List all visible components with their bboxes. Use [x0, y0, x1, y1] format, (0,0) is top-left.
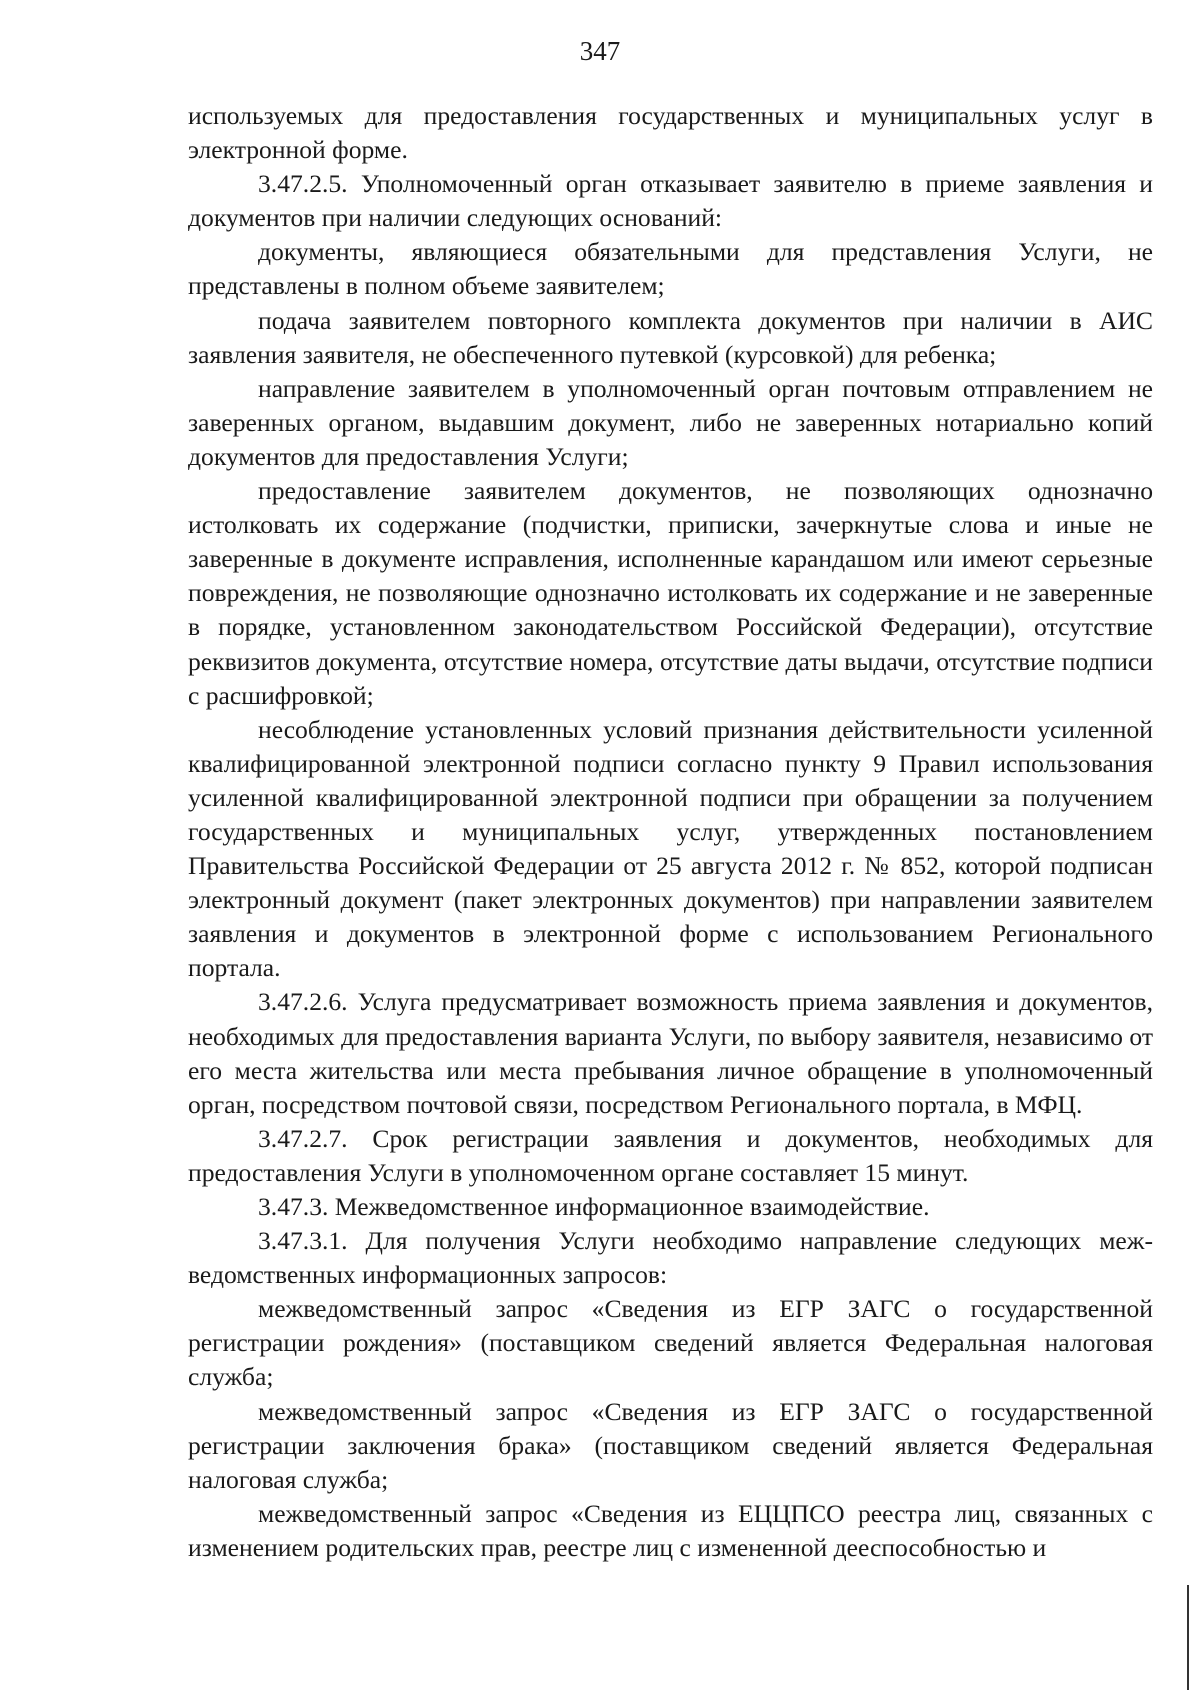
paragraph-3-47-2-5: 3.47.2.5. Уполномоченный орган отказывает заявителю в приеме заявления и документов при наличии следующих оснований:: [188, 169, 1153, 233]
paragraph-list-item: направление заявителем в уполномоченный орган почтовым отправлением не заверенных органом, выдавшим документ, либо не заверенных нотариально копий документов для предоставления Услуги;: [188, 373, 1153, 471]
paragraph-list-item: межведомственный запрос «Сведения из ЕЦЦПСО реестра лиц, связанных с изменением родительских прав, реестре лиц с измененной дееспособностью и: [188, 1498, 1153, 1562]
paragraph-list-item: документы, являющиеся обязательными для представления Услуги, не представлены в полном объеме заявителем;: [188, 237, 1153, 301]
paragraph-3-47-3: 3.47.3. Межведомственное информационное взаимодействие.: [258, 1192, 930, 1221]
paragraph-list-item: межведомственный запрос «Сведения из ЕГР ЗАГС о государственной регистрации рождения» (поставщиком сведений является Федеральная налоговая служба;: [188, 1294, 1153, 1392]
paragraph-list-item: межведомственный запрос «Сведения из ЕГР ЗАГС о государственной регистрации заключения брака» (поставщиком сведений является Федеральная налоговая служба;: [188, 1396, 1153, 1494]
document-body: [188, 99, 1153, 1565]
paragraph-3-47-2-6: 3.47.2.6. Услуга предусматривает возможность приема заявления и документов, необходимых для предоставления варианта Услуги, по выбору заявителя, независимо от его места жительства или места пребывания личное обращение в уполномоченный орган, посредством почтовой связи, посредством Регионального портала, в МФЦ.: [188, 987, 1153, 1119]
paragraph-continuation: используемых для предоставления государственных и муниципальных услуг в электронной форме.: [188, 101, 1153, 165]
paragraph-3-47-3-1: 3.47.3.1. Для получения Услуги необходимо направление следующих межведомственных информационных запросов:: [188, 1226, 1153, 1290]
paragraph-list-item: несоблюдение установленных условий признания действительности усиленной квалифицированной электронной подписи согласно пункту 9 Правил использования усиленной квалифицированной электронной подписи при обращении за получением государственных и муниципальных услуг, утвержденных постановлением Правительства Российской Федерации от 25 августа 2012 г. № 852, которой подписан электронный документ (пакет электронных документов) при направлении заявителем заявления и документов в электронной форме с использованием Регионального портала.: [188, 714, 1153, 983]
paragraph-list-item: подача заявителем повторного комплекта документов при наличии в АИС заявления заявителя, не обеспеченного путевкой (курсовкой) для ребенка;: [188, 305, 1153, 369]
paragraph-3-47-2-7: 3.47.2.7. Срок регистрации заявления и документов, необходимых для предоставления Услуги в уполномоченном органе составляет 15 минут.: [188, 1123, 1153, 1187]
scan-edge-line: [1187, 1585, 1189, 1690]
paragraph-list-item: предоставление заявителем документов, не позволяющих однозначно истолковать их содержание (подчистки, приписки, зачеркнутые слова и иные не заверенные в документе исправления, исполненные карандашом или имеют серьезные повреждения, не позволяющие однозначно истолковать их содержание и не заверенные в порядке, установленном законодательством Российской Федерации), отсутствие реквизитов документа, отсутствие номера, отсутствие даты выдачи, отсутствие подписи с расшифровкой;: [188, 476, 1153, 710]
page-number: 347: [579, 36, 621, 66]
